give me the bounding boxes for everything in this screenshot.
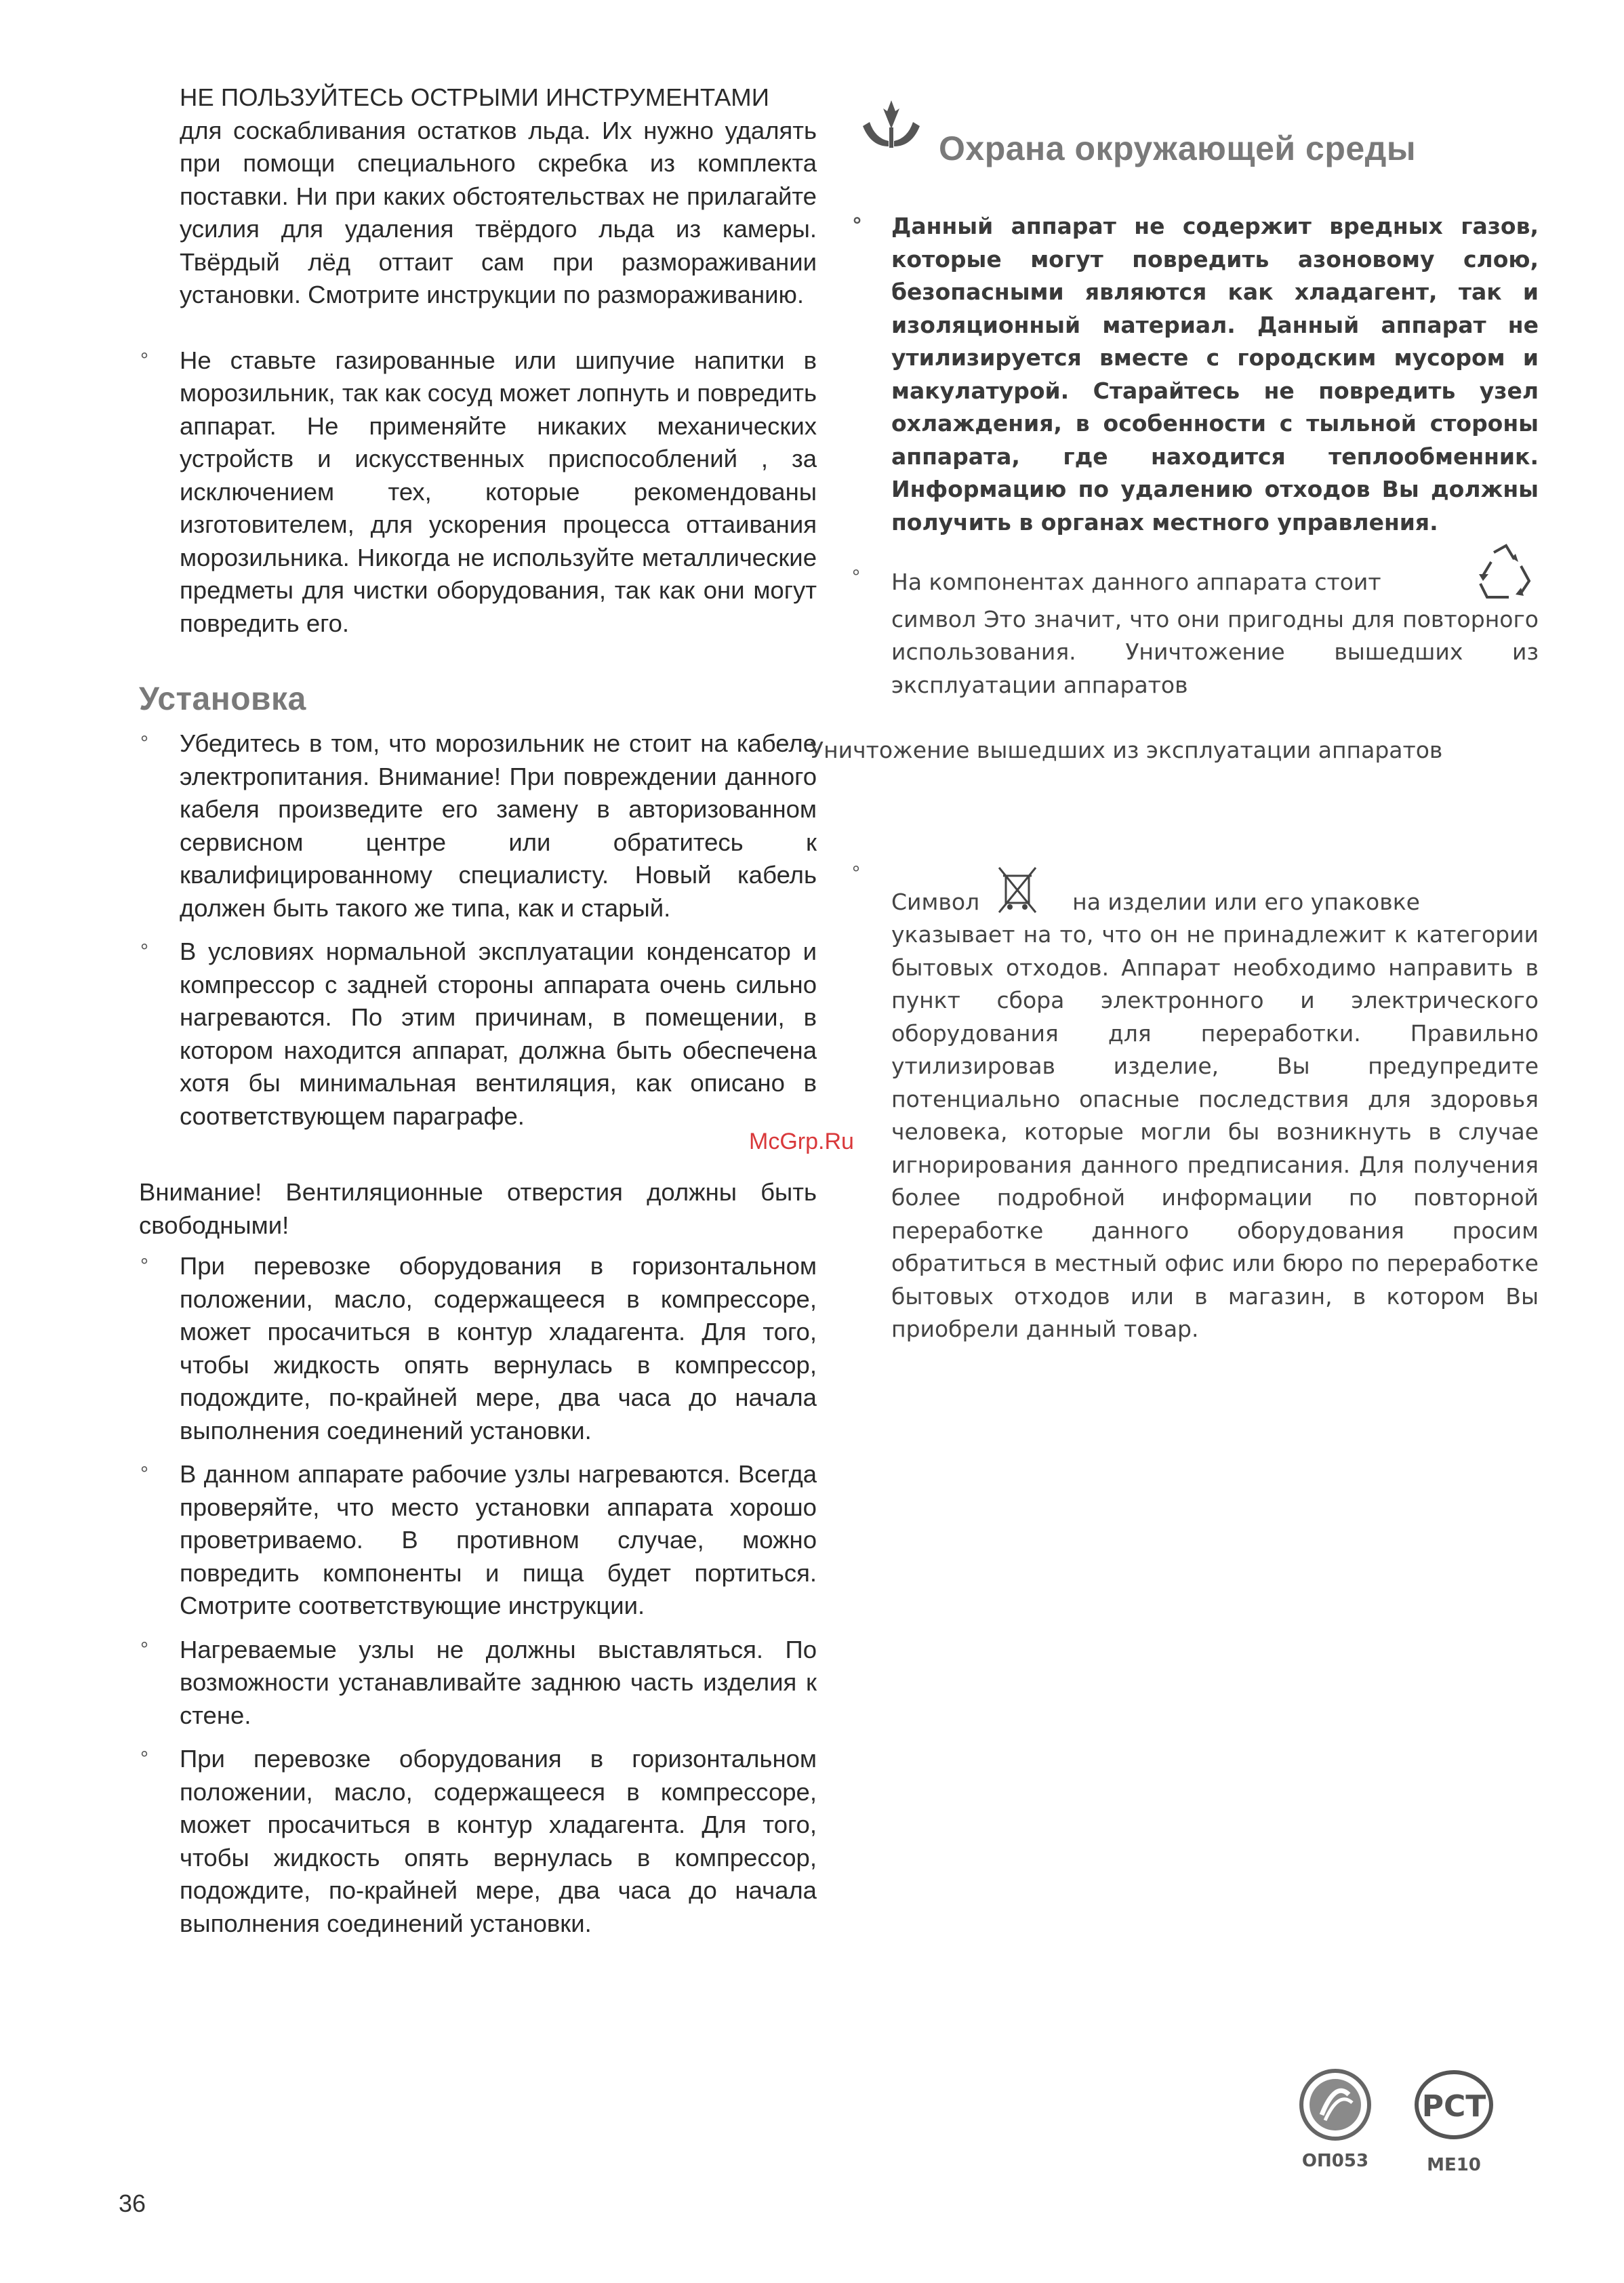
intro-caps-line: НЕ ПОЛЬЗУЙТЕСЬ ОСТРЫМИ ИНСТРУМЕНТАМИ [180,83,769,111]
page-number: 36 [119,2189,146,2217]
certification-seal-icon [1298,2067,1373,2142]
intro-paragraph [139,81,817,312]
attention-text: Внимание! Вентиляционные отверстия должны быть свободными! [139,1178,817,1239]
environment-flower-icon [857,88,925,156]
seal-right-code: МЕ10 [1427,2155,1481,2175]
recycle-bullet [851,566,1539,702]
recycle-line1-text: На компонентах данного аппарата стоит [891,569,1381,595]
bullet-carbonated-drinks: ° Не ставьте газированные или шипучие напитки в морозильник, так как сосуд может лопнуть и повредить аппарат. Не применяйте никаких механических устройств и искусственных приспособлений , за исключением тех, которые рекомендованы изготовителем, для ускорения процесса оттаивания морозильника. Никогда не используйте металлические предметы для чистки оборудования, так как они могут повредить его. [139,344,817,641]
bullet-heating-parts: ° В данном аппарате рабочие узлы нагреваются. Всегда проверяйте, что место установки аппарата хорошо проветриваемо. В противном случае, можно повредить компоненты и пища будет портиться. Смотрите соответствующие инструкции. [139,1458,817,1623]
site-watermark: McGrp.Ru [749,1129,854,1154]
attention-note [139,1176,817,1242]
symbol-line1-rest: на изделии или его упаковке [1072,888,1420,915]
intro-body: для соскабливания остатков льда. Их нужно удалять при помощи специального скребка из комплекта поставки. Ни при каких обстоятельствах не прилагайте усилия для удаления твёрдого льда из камеры. Твёрдый лёд оттаит сам при размораживании установки. Смотрите инструкции по размораживанию. [180,116,817,308]
recycle-icon [1474,539,1539,604]
right-column [810,81,1539,1346]
left-column [139,81,817,1940]
install-heading: Установка [139,681,306,717]
weee-bullet [851,862,1539,1346]
bullet-hot-parts: ° Нагреваемые узлы не должны выставляться. По возможности устанавливайте заднюю часть изделия к стене. [139,1634,817,1733]
env-bullet: ° Данный аппарат не содержит вредных газов, которые могут повредить азоновому слою, безопасными являются как хладагент, так и изоляционный материал. Данный аппарат не утилизируется вместе с городским мусором и макулатурой. Старайтесь не повредить узел охлаждения, в особенности с тыльной стороны аппарата, где находится теплообменник. Информацию по удалению отходов Вы должны получить в органах местного управления. [851,210,1539,539]
recycle-line [891,566,1539,599]
weee-body: указывает на то, что он не принадлежит к категории бытовых отходов. Аппарат необходимо направить в пункт сбора электронного и электрического оборудования для переработки. Правильно утилизировав изделие, Вы предупредите потенциально опасные последствия для здоровья человека, которые могли бы возникнуть в случае игнорирования данного предписания. Для получения более подробной информации по повторной переработке данного оборудования просим обратиться в местный офис или бюро по переработке бытовых отходов или в магазин, в котором Вы приобрели данный товар. [891,921,1539,1342]
env-heading-row [851,81,1539,167]
seal-right [1406,2067,1501,2175]
install-bullet-cable: ° Убедитесь в том, что морозильник не стоит на кабеле электропитания. Внимание! При повреждении данного кабеля произведите его замену в авторизованном сервисном центре или обратитесь к квалифицированному специалисту. Новый кабель должен быть такого же типа, как и старый. [139,727,817,925]
bullet-transport-2: ° При перевозке оборудования в горизонтальном положении, масло, содержащееся в компрессоре, может просачиться в контур хладагента. Для того, чтобы жидкость опять вернулась в компрессор, подождите, по-крайней мере, два часа до начала выполнения соединений установки. [139,1743,817,1940]
rst-mark-text: РСТ [1421,2089,1486,2124]
seal-left-code: ОП053 [1301,2151,1369,2171]
install-bullet-ventilation: ° В условиях нормальной эксплуатации конденсатор и компрессор с задней стороны аппарата очень сильно нагреваются. По этим причинам, в помещении, в котором находится аппарат, должна быть обеспечена хотя бы минимальная вентиляция, как описано в соответствующем параграфе. [139,935,817,1133]
crossed-bin-icon [994,862,1041,916]
recycle-rest: символ Это значит, что они пригодны для повторного использования. Уничтожение вышедших из эксплуатации аппаратов [891,605,1539,698]
seal-left [1295,2067,1376,2171]
bullet-transport-1: ° При перевозке оборудования в горизонтальном положении, масло, содержащееся в компрессоре, может просачиться в контур хладагента. Для того, чтобы жидкость опять вернулась в компрессор, подождите, по-крайней мере, два часа до начала выполнения соединений установки. [139,1250,817,1447]
disposal-title: Уничтожение вышедших из эксплуатации аппаратов [810,737,1443,763]
rst-mark-icon [1410,2067,1498,2142]
symbol-word: Символ [891,888,980,915]
weee-first-line [891,862,1539,919]
env-heading: Охрана окружающей среды [939,129,1417,167]
